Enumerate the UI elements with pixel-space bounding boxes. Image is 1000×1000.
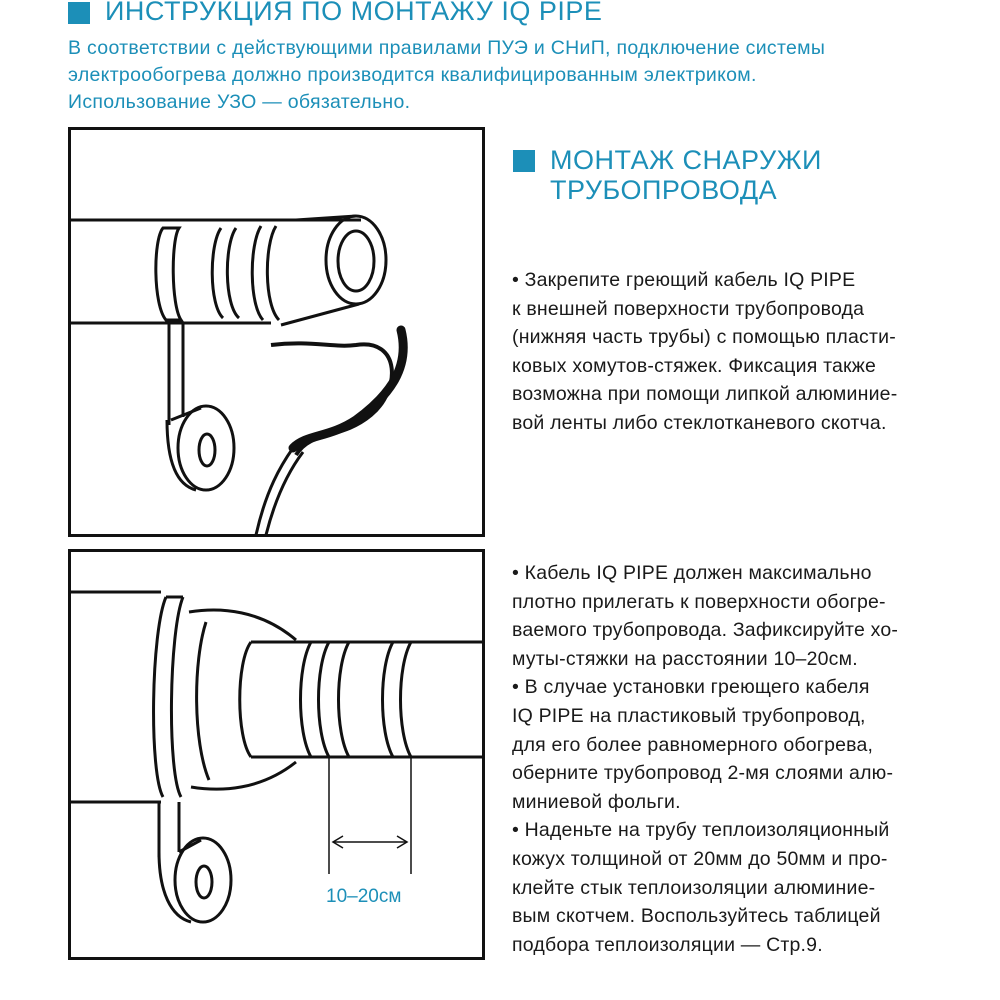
intro-line-3: Использование УЗО — обязательно. — [68, 91, 411, 113]
text-line: • Закрепите греющий кабель IQ PIPE — [512, 269, 856, 291]
text-line: • Наденьте на трубу теплоизоляционный — [512, 819, 890, 842]
page-title: ИНСТРУКЦИЯ ПО МОНТАЖУ IQ PIPE — [105, 0, 603, 26]
text-line: • В случае установки греющего кабеля — [512, 676, 870, 699]
text-line: миниевой фольги. — [512, 790, 681, 813]
text-line: к внешней поверхности трубопровода — [512, 297, 865, 320]
section-square-icon — [513, 150, 535, 172]
title-square-icon — [68, 2, 90, 24]
text-line: возможна при помощи липкой алюминие- — [512, 383, 898, 406]
text-line: кожух толщиной от 20мм до 50мм и про- — [512, 847, 888, 870]
text-line: оберните трубопровод 2-мя слоями алю- — [512, 762, 894, 785]
dimension-label: 10–20см — [326, 886, 402, 907]
text-line: плотно прилегать к поверхности обогре- — [512, 590, 886, 613]
text-line: ваемого трубопровода. Зафиксируйте хо- — [512, 619, 899, 642]
section-title-line-2: ТРУБОПРОВОДА — [550, 175, 778, 205]
figure-1-illustration — [71, 130, 485, 537]
text-line: для его более равномерного обогрева, — [512, 733, 874, 756]
figure-cable-attachment — [68, 127, 485, 537]
section-title — [550, 145, 822, 205]
bullet-text-1 — [512, 266, 942, 438]
text-line: (нижняя часть трубы) с помощью пласти- — [512, 326, 896, 349]
intro-line-2: электрообогрева должно производится квалифицированным электриком. — [68, 64, 757, 86]
bullet-text-2 — [512, 559, 942, 959]
text-line: клейте стык теплоизоляции алюминие- — [512, 876, 876, 899]
figure-2-illustration — [71, 552, 485, 960]
text-line: вой ленты либо стеклотканевого скотча. — [512, 411, 887, 434]
text-line: вым скотчем. Воспользуйтесь таблицей — [512, 905, 881, 928]
text-line: подбора теплоизоляции — Стр.9. — [512, 933, 823, 956]
section-title-line-1: МОНТАЖ СНАРУЖИ — [550, 145, 822, 175]
intro-line-1: В соответствии с действующими правилами ПУЭ и СНиП, подключение системы — [68, 37, 826, 59]
text-line: IQ PIPE на пластиковый трубопровод, — [512, 704, 866, 727]
text-line: • Кабель IQ PIPE должен максимально — [512, 562, 872, 584]
figure-clamp-spacing — [68, 549, 485, 960]
text-line: муты-стяжки на расстоянии 10–20см. — [512, 647, 858, 670]
text-line: ковых хомутов-стяжек. Фиксация также — [512, 354, 877, 377]
